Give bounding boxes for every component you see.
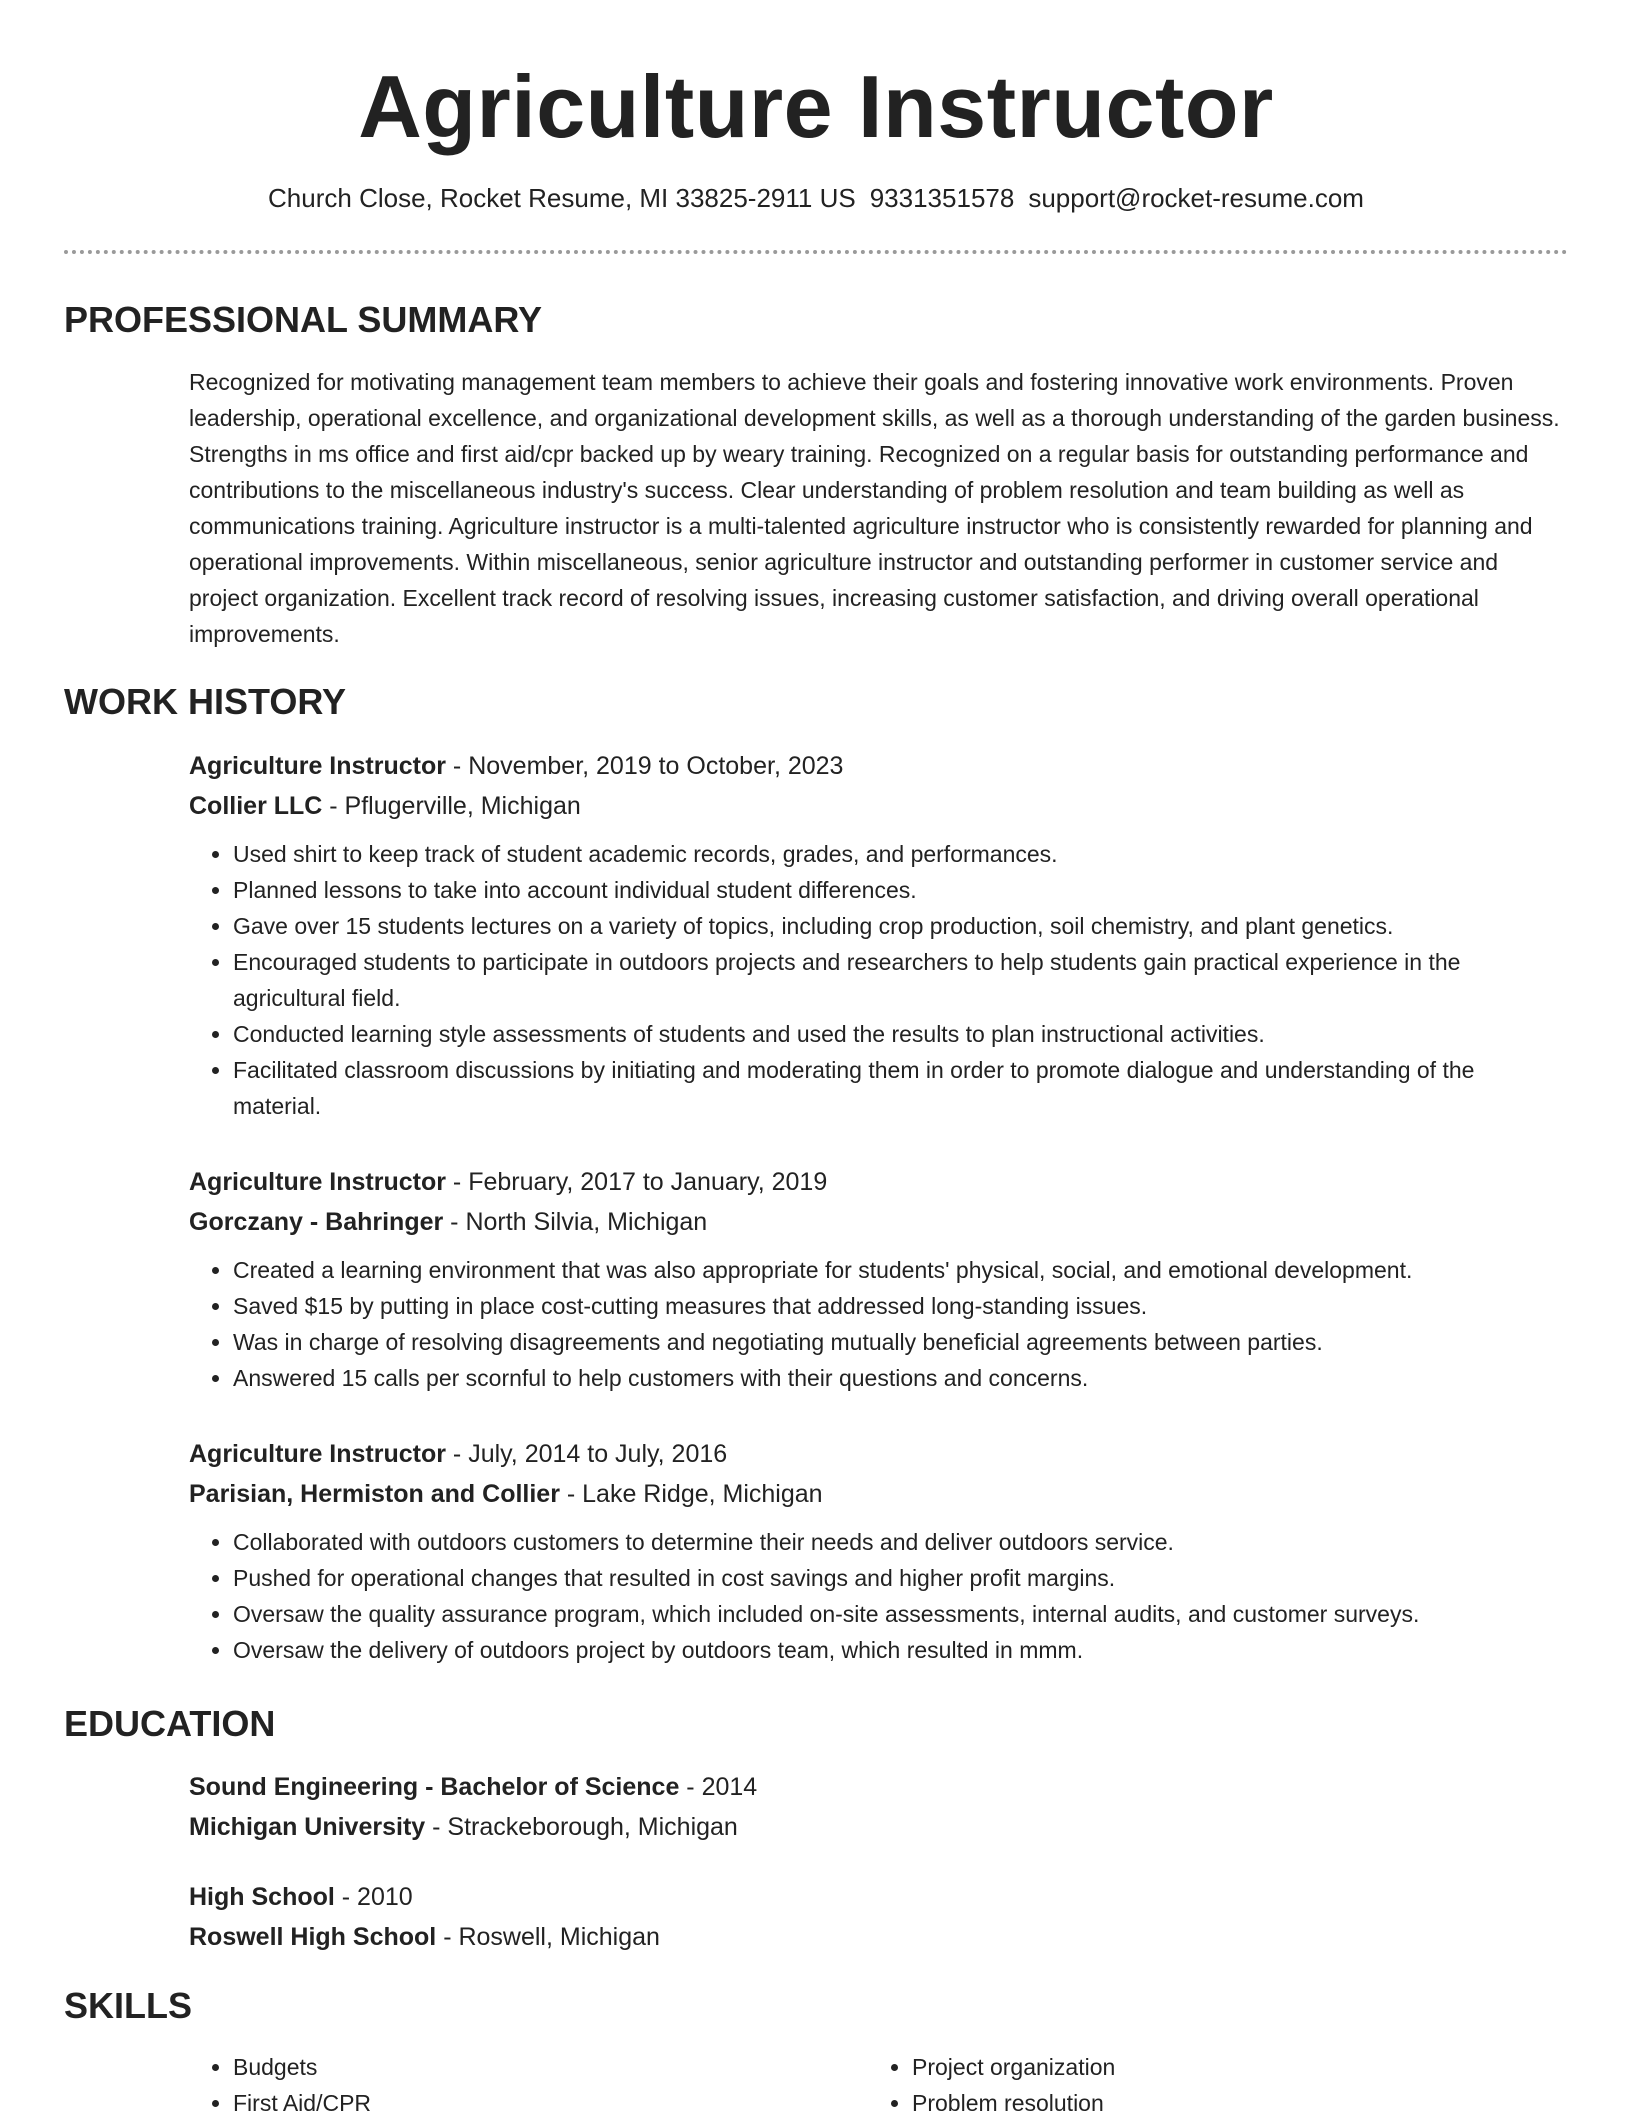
education-degree-line (189, 1767, 1569, 1807)
summary-block (189, 364, 1569, 652)
education-year: - 2010 (334, 1883, 413, 1911)
contact-line (0, 180, 1632, 216)
job-bullet: • Planned lessons to take into account individual student differences. (233, 872, 1569, 908)
skill-item: • Problem resolution (912, 2085, 1508, 2121)
job-bullet: • Created a learning environment that was also appropriate for students' physical, social, and emotional development. (233, 1252, 1569, 1288)
job-entry (189, 746, 1569, 1124)
job-bullet: • Used shirt to keep track of student academic records, grades, and performances. (233, 836, 1569, 872)
job-company-line (189, 1474, 1569, 1514)
education-school: Roswell High School (189, 1923, 437, 1951)
job-title-line (189, 1434, 1569, 1474)
job-bullet: • Was in charge of resolving disagreements and negotiating mutually beneficial agreements between parties. (233, 1324, 1569, 1360)
job-title-line (189, 746, 1569, 786)
education-school-line (189, 1807, 1569, 1847)
job-location: - North Silvia, Michigan (443, 1208, 708, 1236)
skill-item: • First Aid/CPR (233, 2085, 829, 2121)
job-bullet: • Oversaw the delivery of outdoors project by outdoors team, which resulted in mmm. (233, 1632, 1569, 1668)
job-company: Collier LLC (189, 792, 323, 820)
education-year: - 2014 (679, 1773, 758, 1801)
skills-list-right (868, 2049, 1508, 2121)
education-location: - Strackeborough, Michigan (425, 1813, 738, 1841)
job-bullet: • Collaborated with outdoors customers to determine their needs and deliver outdoors service. (233, 1524, 1569, 1560)
section-title-work: WORK HISTORY (64, 681, 347, 722)
job-bullet: • Pushed for operational changes that resulted in cost savings and higher profit margins. (233, 1560, 1569, 1596)
education-degree: High School (189, 1883, 335, 1911)
job-dates: - July, 2014 to July, 2016 (445, 1440, 728, 1468)
job-entry (189, 1162, 1569, 1396)
job-location: - Lake Ridge, Michigan (559, 1480, 823, 1508)
job-bullets (189, 1252, 1569, 1396)
education-entry (189, 1767, 1569, 1847)
job-title-line (189, 1162, 1569, 1202)
education-degree-line (189, 1877, 1569, 1917)
job-location: - Pflugerville, Michigan (322, 792, 581, 820)
job-bullet: • Conducted learning style assessments of students and used the results to plan instructional activities. (233, 1016, 1569, 1052)
job-bullet: • Encouraged students to participate in outdoors projects and researchers to help students gain practical experience in the agricultural field. (233, 944, 1569, 1016)
contact-email: support@rocket-resume.com (1028, 183, 1364, 213)
education-entry (189, 1877, 1569, 1957)
resume-name: Agriculture Instructor (358, 57, 1274, 156)
job-bullets (189, 1524, 1569, 1668)
education-school-line (189, 1917, 1569, 1957)
section-title-skills: SKILLS (64, 1985, 193, 2026)
section-title-summary: PROFESSIONAL SUMMARY (64, 299, 543, 340)
skills-list-left (189, 2049, 829, 2121)
contact-phone: 9331351578 (869, 183, 1015, 213)
header-divider (64, 250, 1568, 254)
job-bullet: • Gave over 15 students lectures on a variety of topics, including crop production, soil chemistry, and plant genetics. (233, 908, 1569, 944)
job-title: Agriculture Instructor (189, 1168, 446, 1196)
skill-item: • Project organization (912, 2049, 1508, 2085)
skills-column-right (868, 2049, 1508, 2121)
job-dates: - November, 2019 to October, 2023 (445, 752, 844, 780)
job-bullet: • Answered 15 calls per scornful to help customers with their questions and concerns. (233, 1360, 1569, 1396)
section-title-education: EDUCATION (64, 1703, 276, 1744)
job-bullet: • Saved $15 by putting in place cost-cutting measures that addressed long-standing issues. (233, 1288, 1569, 1324)
job-bullet: • Facilitated classroom discussions by initiating and moderating them in order to promote dialogue and understanding of the material. (233, 1052, 1569, 1124)
summary-text: Recognized for motivating management team members to achieve their goals and fostering innovative work environments. Proven leadership, operational excellence, and organizational development skills, as well as a thorough understanding of the garden business. Strengths in ms office and first aid/cpr backed up by weary training. Recognized on a regular basis for outstanding performance and contributions to the miscellaneous industry's success. Clear understanding of problem resolution and team building as well as communications training. Agriculture instructor is a multi-talented agriculture instructor who is consistently rewarded for planning and operational improvements. Within miscellaneous, senior agriculture instructor and outstanding performer in customer service and project organization. Excellent track record of resolving issues, increasing customer satisfaction, and driving overall operational improvements. (189, 369, 1560, 647)
job-company-line (189, 786, 1569, 826)
skills-column-left (189, 2049, 829, 2121)
job-company: Parisian, Hermiston and Collier (189, 1480, 560, 1508)
job-bullet: • Oversaw the quality assurance program, which included on-site assessments, internal audits, and customer surveys. (233, 1596, 1569, 1632)
job-title: Agriculture Instructor (189, 752, 446, 780)
job-bullets (189, 836, 1569, 1124)
education-degree: Sound Engineering - Bachelor of Science (189, 1773, 680, 1801)
job-dates: - February, 2017 to January, 2019 (445, 1168, 828, 1196)
job-company: Gorczany - Bahringer (189, 1208, 444, 1236)
contact-address: Church Close, Rocket Resume, MI 33825-2911 US (268, 183, 856, 213)
job-company-line (189, 1202, 1569, 1242)
education-location: - Roswell, Michigan (436, 1923, 660, 1951)
education-school: Michigan University (189, 1813, 426, 1841)
job-title: Agriculture Instructor (189, 1440, 446, 1468)
skill-item: • Budgets (233, 2049, 829, 2085)
job-entry (189, 1434, 1569, 1668)
